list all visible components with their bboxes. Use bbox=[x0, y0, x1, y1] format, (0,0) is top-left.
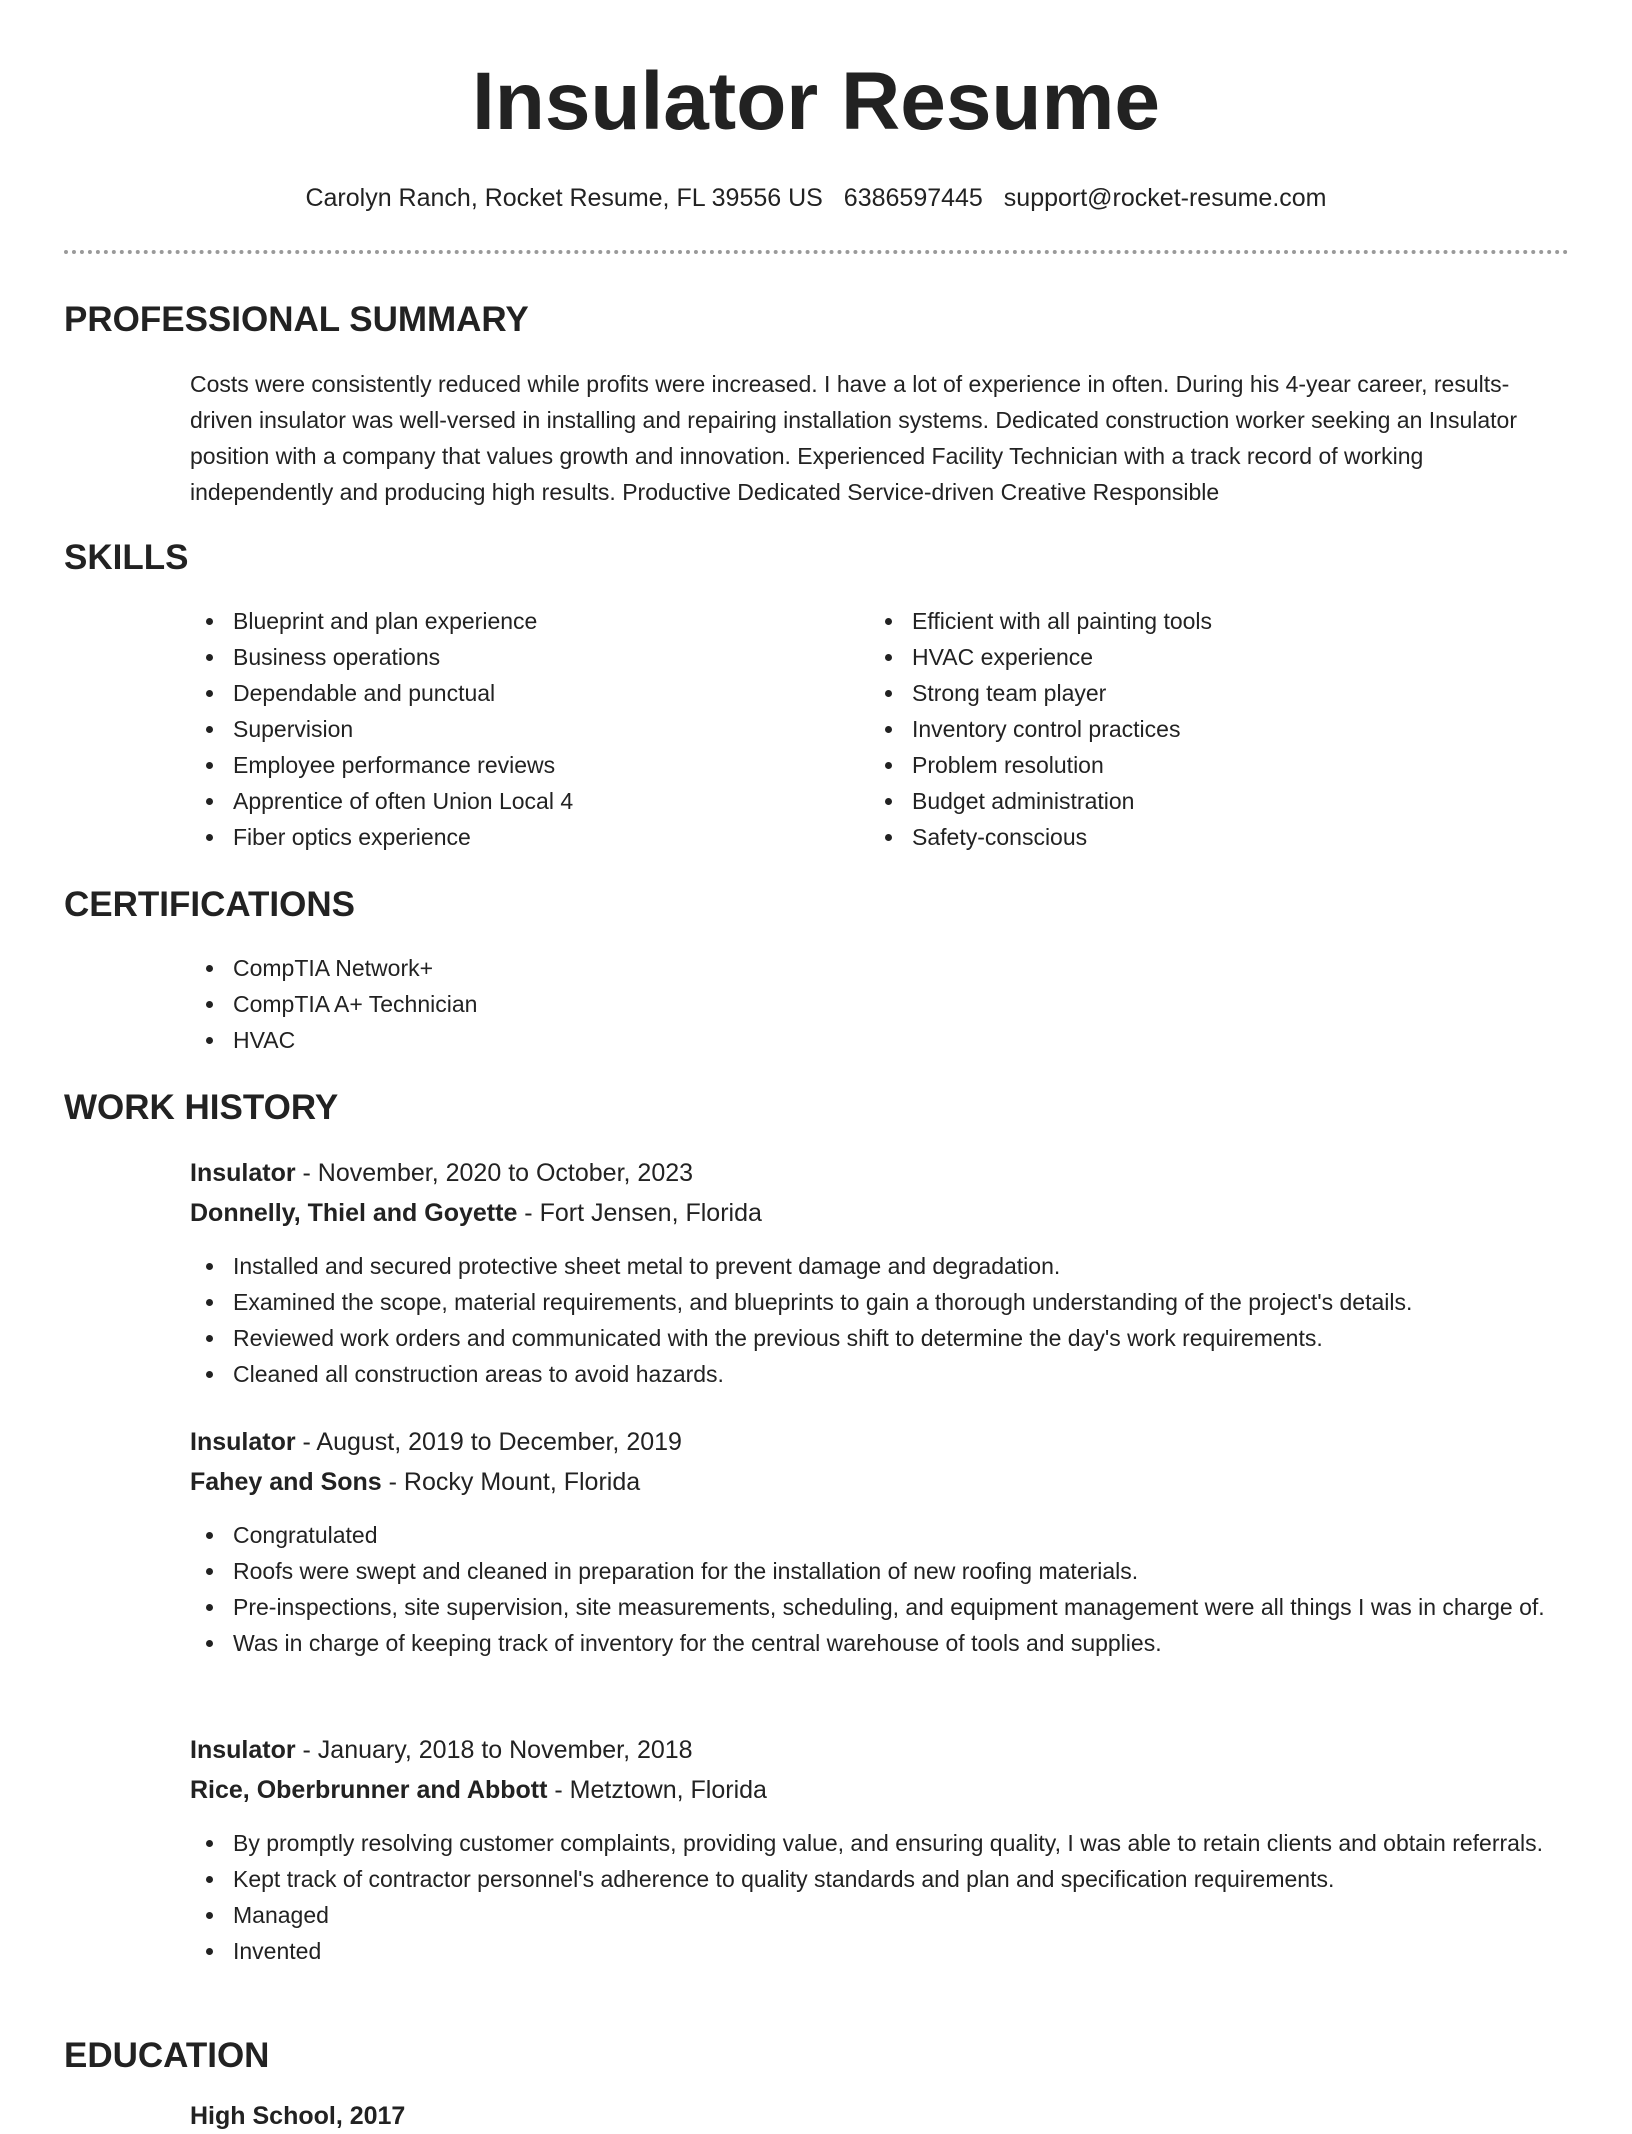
list-item: Managed bbox=[190, 1897, 1570, 1933]
skills-list-left bbox=[190, 603, 830, 855]
job-company: Rice, Oberbrunner and Abbott bbox=[190, 1776, 548, 1804]
contact-email: support@rocket-resume.com bbox=[1003, 184, 1327, 212]
job-company-line bbox=[190, 1772, 767, 1808]
list-item: Inventory control practices bbox=[869, 711, 1569, 747]
job-location: - Metztown, Florida bbox=[547, 1776, 767, 1804]
education-entry: High School, 2017 bbox=[190, 2102, 406, 2130]
job-company: Fahey and Sons bbox=[190, 1468, 382, 1496]
job-title: Insulator bbox=[190, 1428, 296, 1456]
contact-phone: 6386597445 bbox=[843, 184, 983, 212]
list-item: Was in charge of keeping track of inventory for the central warehouse of tools and supplies. bbox=[190, 1625, 1570, 1661]
certifications-list bbox=[190, 950, 1570, 1058]
section-title-work-history: WORK HISTORY bbox=[64, 1088, 339, 1127]
summary-text: Costs were consistently reduced while profits were increased. I have a lot of experience in often. During his 4-year career, results-driven insulator was well-versed in installing and repairing installation systems. Dedicated construction worker seeking an Insulator position with a company that values growth and innovation. Experienced Facility Technician with a track record of working independently and producing high results. Productive Dedicated Service-driven Creative Responsible bbox=[190, 371, 1517, 505]
list-item: HVAC bbox=[190, 1022, 1570, 1058]
header-divider bbox=[64, 250, 1569, 254]
job-dates: - January, 2018 to November, 2018 bbox=[295, 1736, 693, 1764]
list-item: Fiber optics experience bbox=[190, 819, 830, 855]
list-item: Apprentice of often Union Local 4 bbox=[190, 783, 830, 819]
job-bullets bbox=[190, 1825, 1570, 1969]
job-title-line bbox=[190, 1155, 693, 1191]
job-dates: - November, 2020 to October, 2023 bbox=[295, 1159, 694, 1187]
job-bullets bbox=[190, 1517, 1570, 1661]
list-item: By promptly resolving customer complaints, providing value, and ensuring quality, I was able to retain clients and obtain referrals. bbox=[190, 1825, 1570, 1861]
list-item: Strong team player bbox=[869, 675, 1569, 711]
list-item: Dependable and punctual bbox=[190, 675, 830, 711]
list-item: CompTIA A+ Technician bbox=[190, 986, 1570, 1022]
list-item: Cleaned all construction areas to avoid hazards. bbox=[190, 1356, 1570, 1392]
section-title-education: EDUCATION bbox=[64, 2036, 270, 2075]
list-item: Examined the scope, material requirements, and blueprints to gain a thorough understanding of the project's details. bbox=[190, 1284, 1570, 1320]
list-item: HVAC experience bbox=[869, 639, 1569, 675]
list-item: Safety-conscious bbox=[869, 819, 1569, 855]
section-title-certifications: CERTIFICATIONS bbox=[64, 885, 356, 924]
job-location: - Fort Jensen, Florida bbox=[517, 1199, 762, 1227]
list-item: Problem resolution bbox=[869, 747, 1569, 783]
job-title-line bbox=[190, 1732, 693, 1768]
resume-title: Insulator Resume bbox=[471, 56, 1161, 147]
job-title: Insulator bbox=[190, 1159, 296, 1187]
list-item: Pre-inspections, site supervision, site measurements, scheduling, and equipment management were all things I was in charge of. bbox=[190, 1589, 1570, 1625]
contact-line bbox=[0, 180, 1632, 216]
job-location: - Rocky Mount, Florida bbox=[381, 1468, 641, 1496]
list-item: Business operations bbox=[190, 639, 830, 675]
list-item: Budget administration bbox=[869, 783, 1569, 819]
list-item: Supervision bbox=[190, 711, 830, 747]
section-title-skills: SKILLS bbox=[64, 538, 189, 577]
list-item: Kept track of contractor personnel's adherence to quality standards and plan and specification requirements. bbox=[190, 1861, 1570, 1897]
section-title-summary: PROFESSIONAL SUMMARY bbox=[64, 300, 529, 339]
job-company: Donnelly, Thiel and Goyette bbox=[190, 1199, 518, 1227]
list-item: Reviewed work orders and communicated with the previous shift to determine the day's work requirements. bbox=[190, 1320, 1570, 1356]
job-company-line bbox=[190, 1195, 762, 1231]
list-item: Invented bbox=[190, 1933, 1570, 1969]
contact-address: Carolyn Ranch, Rocket Resume, FL 39556 US bbox=[305, 184, 823, 212]
job-dates: - August, 2019 to December, 2019 bbox=[295, 1428, 682, 1456]
list-item: Installed and secured protective sheet metal to prevent damage and degradation. bbox=[190, 1248, 1570, 1284]
list-item: Employee performance reviews bbox=[190, 747, 830, 783]
list-item: Efficient with all painting tools bbox=[869, 603, 1569, 639]
list-item: Roofs were swept and cleaned in preparation for the installation of new roofing materials. bbox=[190, 1553, 1570, 1589]
job-company-line bbox=[190, 1464, 640, 1500]
job-bullets bbox=[190, 1248, 1570, 1392]
list-item: CompTIA Network+ bbox=[190, 950, 1570, 986]
skills-list-right bbox=[869, 603, 1569, 855]
job-title: Insulator bbox=[190, 1736, 296, 1764]
list-item: Blueprint and plan experience bbox=[190, 603, 830, 639]
job-title-line bbox=[190, 1424, 682, 1460]
list-item: Congratulated bbox=[190, 1517, 1570, 1553]
